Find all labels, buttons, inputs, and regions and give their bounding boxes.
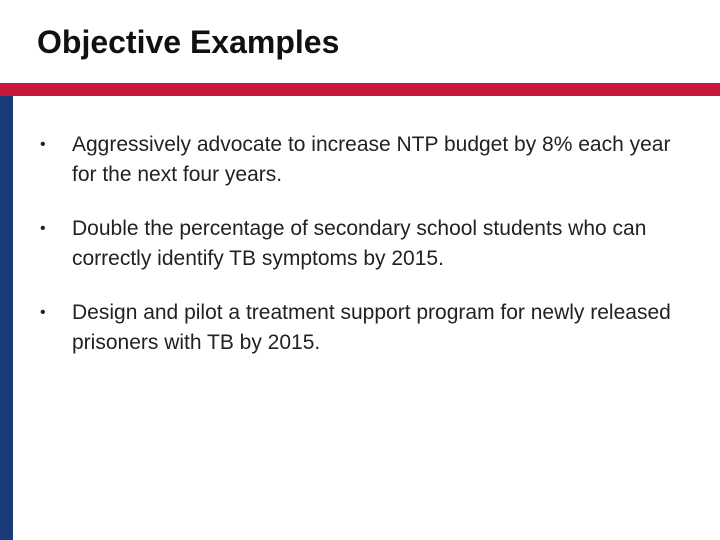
slide-title: Objective Examples <box>37 24 340 60</box>
bullet-list <box>40 130 680 382</box>
bullet-item <box>40 214 680 274</box>
bullet-marker: • <box>40 136 46 153</box>
left-accent-bar <box>0 96 13 540</box>
bullet-text: Design and pilot a treatment support program for newly released prisoners with TB by 2015. <box>72 301 671 354</box>
bullet-text: Double the percentage of secondary school students who can correctly identify TB symptoms by 2015. <box>72 217 647 270</box>
bullet-text: Aggressively advocate to increase NTP budget by 8% each year for the next four years. <box>72 133 671 186</box>
bullet-item <box>40 130 680 190</box>
bullet-marker: • <box>40 220 46 237</box>
bullet-marker: • <box>40 304 46 321</box>
title-divider-band <box>0 83 720 96</box>
bullet-item <box>40 298 680 358</box>
